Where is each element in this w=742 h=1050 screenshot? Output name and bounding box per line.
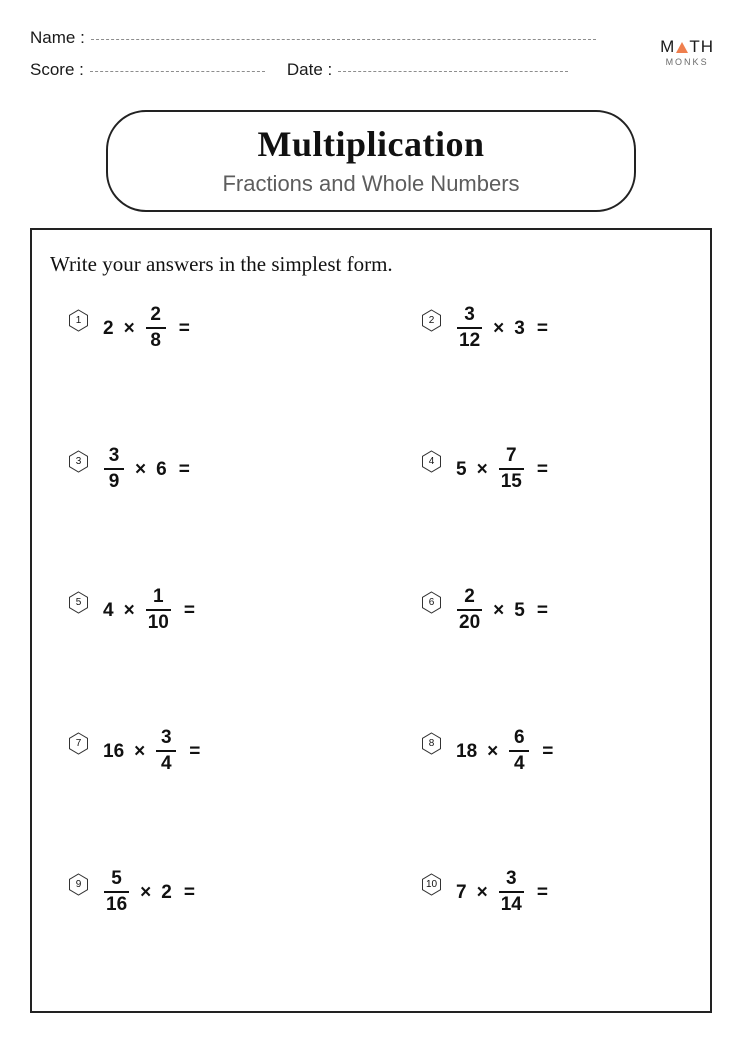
problem-expression: [99, 305, 190, 351]
question-number-badge: [421, 873, 442, 896]
fraction-numerator: 2: [464, 586, 475, 608]
fraction-numerator: 6: [513, 727, 525, 749]
problem-expression: [99, 587, 195, 633]
question-number-badge: [68, 309, 89, 332]
page-title: Multiplication: [257, 123, 485, 164]
problem-item[interactable]: [371, 869, 696, 1010]
problem-item[interactable]: [46, 587, 371, 728]
fraction-numerator: 7: [505, 445, 517, 467]
fraction: [146, 305, 166, 351]
instruction-text: Write your answers in the simplest form.: [50, 252, 393, 276]
question-number-badge: [421, 450, 442, 473]
question-number-badge: [68, 873, 89, 896]
equals-sign: =: [536, 317, 548, 339]
problem-expression: [452, 446, 548, 492]
question-number-badge: [68, 591, 89, 614]
fraction: [457, 305, 482, 351]
date-label: Date :: [286, 60, 333, 79]
header-fields: [30, 28, 712, 98]
fraction-bar: [457, 327, 482, 329]
fraction-denominator: 8: [150, 330, 161, 351]
equals-sign: =: [536, 458, 548, 480]
fraction: [156, 728, 176, 774]
fraction: [499, 869, 524, 915]
equals-sign: =: [178, 317, 190, 339]
equals-sign: =: [178, 458, 190, 480]
title-box: [106, 110, 636, 212]
score-input-blank[interactable]: [90, 71, 265, 72]
whole-number: 16: [103, 740, 125, 762]
problem-item[interactable]: [46, 728, 371, 869]
problem-expression: [452, 305, 548, 351]
multiplication-sign: ×: [476, 458, 488, 480]
triangle-icon: [676, 42, 688, 53]
question-number: 3: [75, 456, 82, 467]
fraction-bar: [499, 468, 524, 470]
fraction-denominator: 9: [108, 471, 120, 492]
problem-expression: [452, 587, 548, 633]
question-number: 10: [425, 879, 438, 890]
problem-row: [46, 587, 696, 728]
equals-sign: =: [189, 740, 201, 762]
logo-text-right: TH: [689, 37, 714, 56]
fraction-numerator: 3: [108, 445, 120, 467]
fraction-numerator: 3: [505, 868, 517, 890]
page-subtitle: Fractions and Whole Numbers: [222, 171, 520, 197]
whole-number: 3: [514, 317, 525, 339]
fraction-denominator: 14: [500, 894, 522, 915]
question-number: 5: [75, 597, 82, 608]
fraction-denominator: 4: [160, 753, 172, 774]
mathmonks-logo: [660, 38, 714, 67]
problem-expression: [452, 869, 548, 915]
question-number: 8: [428, 738, 435, 749]
question-number: 7: [75, 738, 82, 749]
whole-number: 5: [514, 599, 525, 621]
name-label: Name :: [30, 28, 85, 47]
fraction: [146, 587, 171, 633]
fraction-denominator: 4: [513, 753, 525, 774]
logo-text-left: M: [660, 37, 676, 56]
fraction-bar: [156, 750, 176, 752]
fraction: [104, 446, 124, 492]
problem-row: [46, 869, 696, 1010]
fraction-denominator: 10: [147, 612, 169, 633]
question-number: 2: [428, 315, 435, 326]
whole-number: 4: [103, 599, 114, 621]
problem-item[interactable]: [46, 869, 371, 1010]
multiplication-sign: ×: [487, 740, 499, 762]
fraction: [104, 869, 129, 915]
question-number-badge: [421, 309, 442, 332]
problem-row: [46, 446, 696, 587]
equals-sign: =: [183, 599, 195, 621]
question-number: 9: [75, 879, 82, 890]
worksheet-body: [30, 228, 712, 1013]
problem-expression: [99, 728, 200, 774]
fraction-numerator: 3: [160, 727, 172, 749]
question-number: 4: [428, 456, 435, 467]
question-number: 1: [75, 315, 82, 326]
problem-row: [46, 305, 696, 446]
problem-grid: [32, 305, 710, 1010]
fraction-bar: [499, 891, 524, 893]
fraction-denominator: 16: [106, 894, 128, 915]
multiplication-sign: ×: [140, 881, 152, 903]
question-number: 6: [428, 597, 435, 608]
multiplication-sign: ×: [123, 317, 135, 339]
problem-item[interactable]: [371, 305, 696, 446]
fraction-bar: [104, 891, 129, 893]
multiplication-sign: ×: [123, 599, 135, 621]
multiplication-sign: ×: [493, 599, 505, 621]
multiplication-sign: ×: [135, 458, 147, 480]
problem-expression: [99, 446, 190, 492]
problem-item[interactable]: [46, 446, 371, 587]
fraction: [509, 728, 529, 774]
fraction: [457, 587, 482, 633]
question-number-badge: [421, 591, 442, 614]
question-number-badge: [68, 732, 89, 755]
problem-item[interactable]: [46, 305, 371, 446]
logo-subtext: MONKS: [665, 57, 709, 67]
problem-item[interactable]: [371, 728, 696, 869]
fraction-bar: [509, 750, 529, 752]
fraction-numerator: 2: [150, 304, 161, 326]
logo-wordmark: [660, 38, 714, 55]
equals-sign: =: [536, 599, 548, 621]
problem-expression: [452, 728, 553, 774]
problem-expression: [99, 869, 195, 915]
problem-row: [46, 728, 696, 869]
equals-sign: =: [542, 740, 554, 762]
score-date-row: [30, 57, 712, 92]
question-number-badge: [68, 450, 89, 473]
problem-item[interactable]: [371, 587, 696, 728]
score-label: Score :: [30, 60, 84, 79]
fraction-denominator: 20: [459, 612, 481, 633]
multiplication-sign: ×: [134, 740, 146, 762]
fraction-denominator: 15: [500, 471, 522, 492]
fraction-numerator: 3: [464, 304, 475, 326]
fraction-numerator: 1: [152, 586, 164, 608]
fraction-bar: [457, 609, 482, 611]
fraction-bar: [146, 327, 166, 329]
whole-number: 5: [456, 458, 467, 480]
fraction: [499, 446, 524, 492]
multiplication-sign: ×: [476, 881, 488, 903]
equals-sign: =: [183, 881, 195, 903]
name-row: [30, 28, 712, 60]
date-input-blank[interactable]: [338, 71, 568, 72]
whole-number: 18: [456, 740, 478, 762]
question-number-badge: [421, 732, 442, 755]
fraction-denominator: 12: [459, 330, 481, 351]
fraction-bar: [104, 468, 124, 470]
name-input-blank[interactable]: [91, 39, 596, 40]
multiplication-sign: ×: [493, 317, 505, 339]
whole-number: 6: [156, 458, 167, 480]
whole-number: 7: [456, 881, 467, 903]
equals-sign: =: [536, 881, 548, 903]
whole-number: 2: [103, 317, 114, 339]
problem-item[interactable]: [371, 446, 696, 587]
whole-number: 2: [161, 881, 172, 903]
fraction-numerator: 5: [111, 868, 122, 890]
fraction-bar: [146, 609, 171, 611]
